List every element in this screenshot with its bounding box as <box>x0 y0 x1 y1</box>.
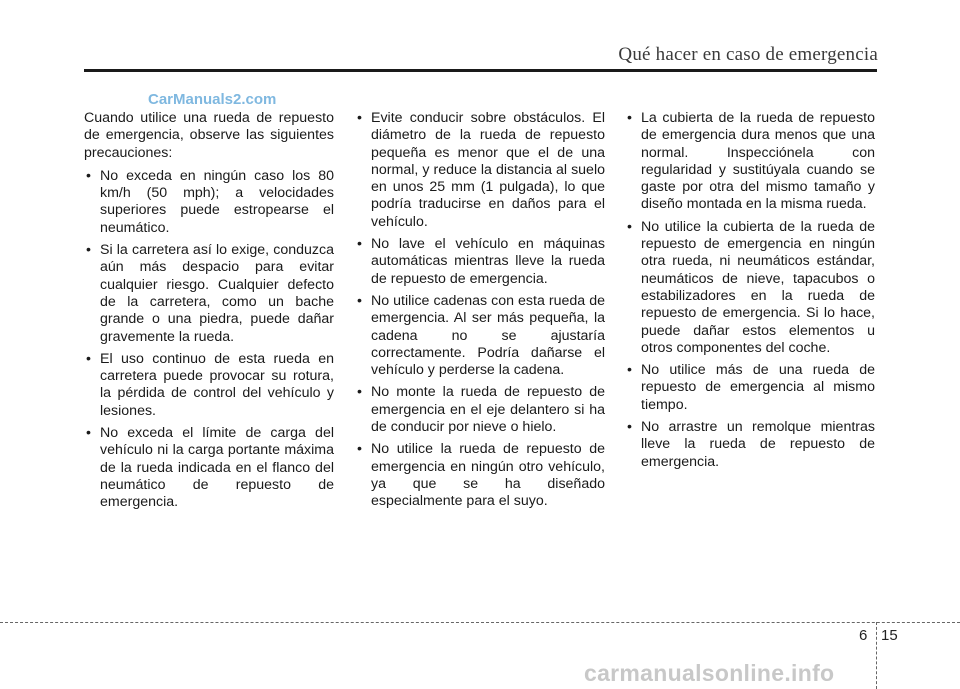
list-item: • El uso continuo de esta rueda en carretera puede provocar su rotura, la pérdida de control del vehículo y lesiones. <box>86 350 334 419</box>
precautions-list <box>84 168 334 512</box>
section-title: Qué hacer en caso de emergencia <box>618 44 878 65</box>
bullet-icon: • <box>357 236 362 253</box>
list-item: • No arrastre un remolque mientras lleve la rueda de repuesto de emergencia. <box>627 419 875 470</box>
list-item: • No exceda el límite de carga del vehículo ni la carga portante máxima de la rueda indicada en el flanco del neumático de repuesto de emergencia. <box>86 425 334 511</box>
list-item: • Si la carretera así lo exige, conduzca aún más despacio para evitar cualquier riesgo. Cualquier defecto de la carretera, como un bache grande o una piedra, puede dañar gravemente la rueda. <box>86 242 334 345</box>
list-item: • No monte la rueda de repuesto de emergencia en el eje delantero si ha de conducir por nieve o hielo. <box>357 384 605 436</box>
watermark-bottom: carmanualsonline.info <box>584 660 835 686</box>
precautions-list <box>625 110 875 471</box>
bullet-icon: • <box>357 292 362 309</box>
bullet-icon: • <box>86 242 91 259</box>
list-item: • No utilice más de una rueda de repuesto de emergencia al mismo tiempo. <box>627 362 875 413</box>
list-item: • La cubierta de la rueda de repuesto de emergencia dura menos que una normal. Inspecciónela con regularidad y sustitúyala cuando se gaste por otra del mismo tamaño y diseño montada en la misma rueda. <box>627 110 875 213</box>
bullet-icon: • <box>357 384 362 401</box>
list-item: • No utilice cadenas con esta rueda de emergencia. Al ser más pequeña, la cadena no se ajustaría correctamente. Podría dañarse el vehículo y perderse la cadena. <box>357 292 605 379</box>
footer-divider <box>876 622 877 689</box>
text-column-2 <box>355 110 605 516</box>
list-item: • No utilice la cubierta de la rueda de repuesto de emergencia en ningún otra rueda, ni neumáticos estándar, neumáticos de nieve, tapacubos o estabilizadores en la rueda de repuesto de emergencia. Si lo hace, puede dañar estos elementos u otros componentes del coche. <box>627 218 875 356</box>
bullet-icon: • <box>627 362 632 379</box>
bullet-icon: • <box>627 218 632 235</box>
text-column-1 <box>84 110 334 517</box>
bullet-icon: • <box>86 425 91 442</box>
chapter-number: 6 <box>859 627 868 644</box>
intro-paragraph: Cuando utilice una rueda de repuesto de emergencia, observe las siguientes precauciones: <box>84 110 334 161</box>
precautions-list <box>355 110 605 511</box>
bullet-icon: • <box>357 441 362 458</box>
bullet-icon: • <box>627 110 632 126</box>
list-item: • No lave el vehículo en máquinas automáticas mientras lleve la rueda de repuesto de emergencia. <box>357 236 605 287</box>
bullet-icon: • <box>627 419 632 436</box>
bullet-icon: • <box>86 350 91 367</box>
watermark-top: CarManuals2.com <box>148 91 277 108</box>
list-item: • No utilice la rueda de repuesto de emergencia en ningún otro vehículo, ya que se ha diseñado especialmente para el suyo. <box>357 441 605 510</box>
list-item: • Evite conducir sobre obstáculos. El diámetro de la rueda de repuesto pequeña es menor que el de una normal, y reduce la distancia al suelo en unos 25 mm (1 pulgada), lo que podría traducirse en daños para el vehículo. <box>357 110 605 230</box>
list-item: • No exceda en ningún caso los 80 km/h (50 mph); a velocidades superiores puede estropearse el neumático. <box>86 167 334 236</box>
text-column-3 <box>625 110 875 476</box>
page-number: 15 <box>881 627 898 644</box>
footer-rule <box>0 622 960 623</box>
header-rule <box>84 69 877 72</box>
bullet-icon: • <box>357 110 362 126</box>
bullet-icon: • <box>86 167 91 184</box>
